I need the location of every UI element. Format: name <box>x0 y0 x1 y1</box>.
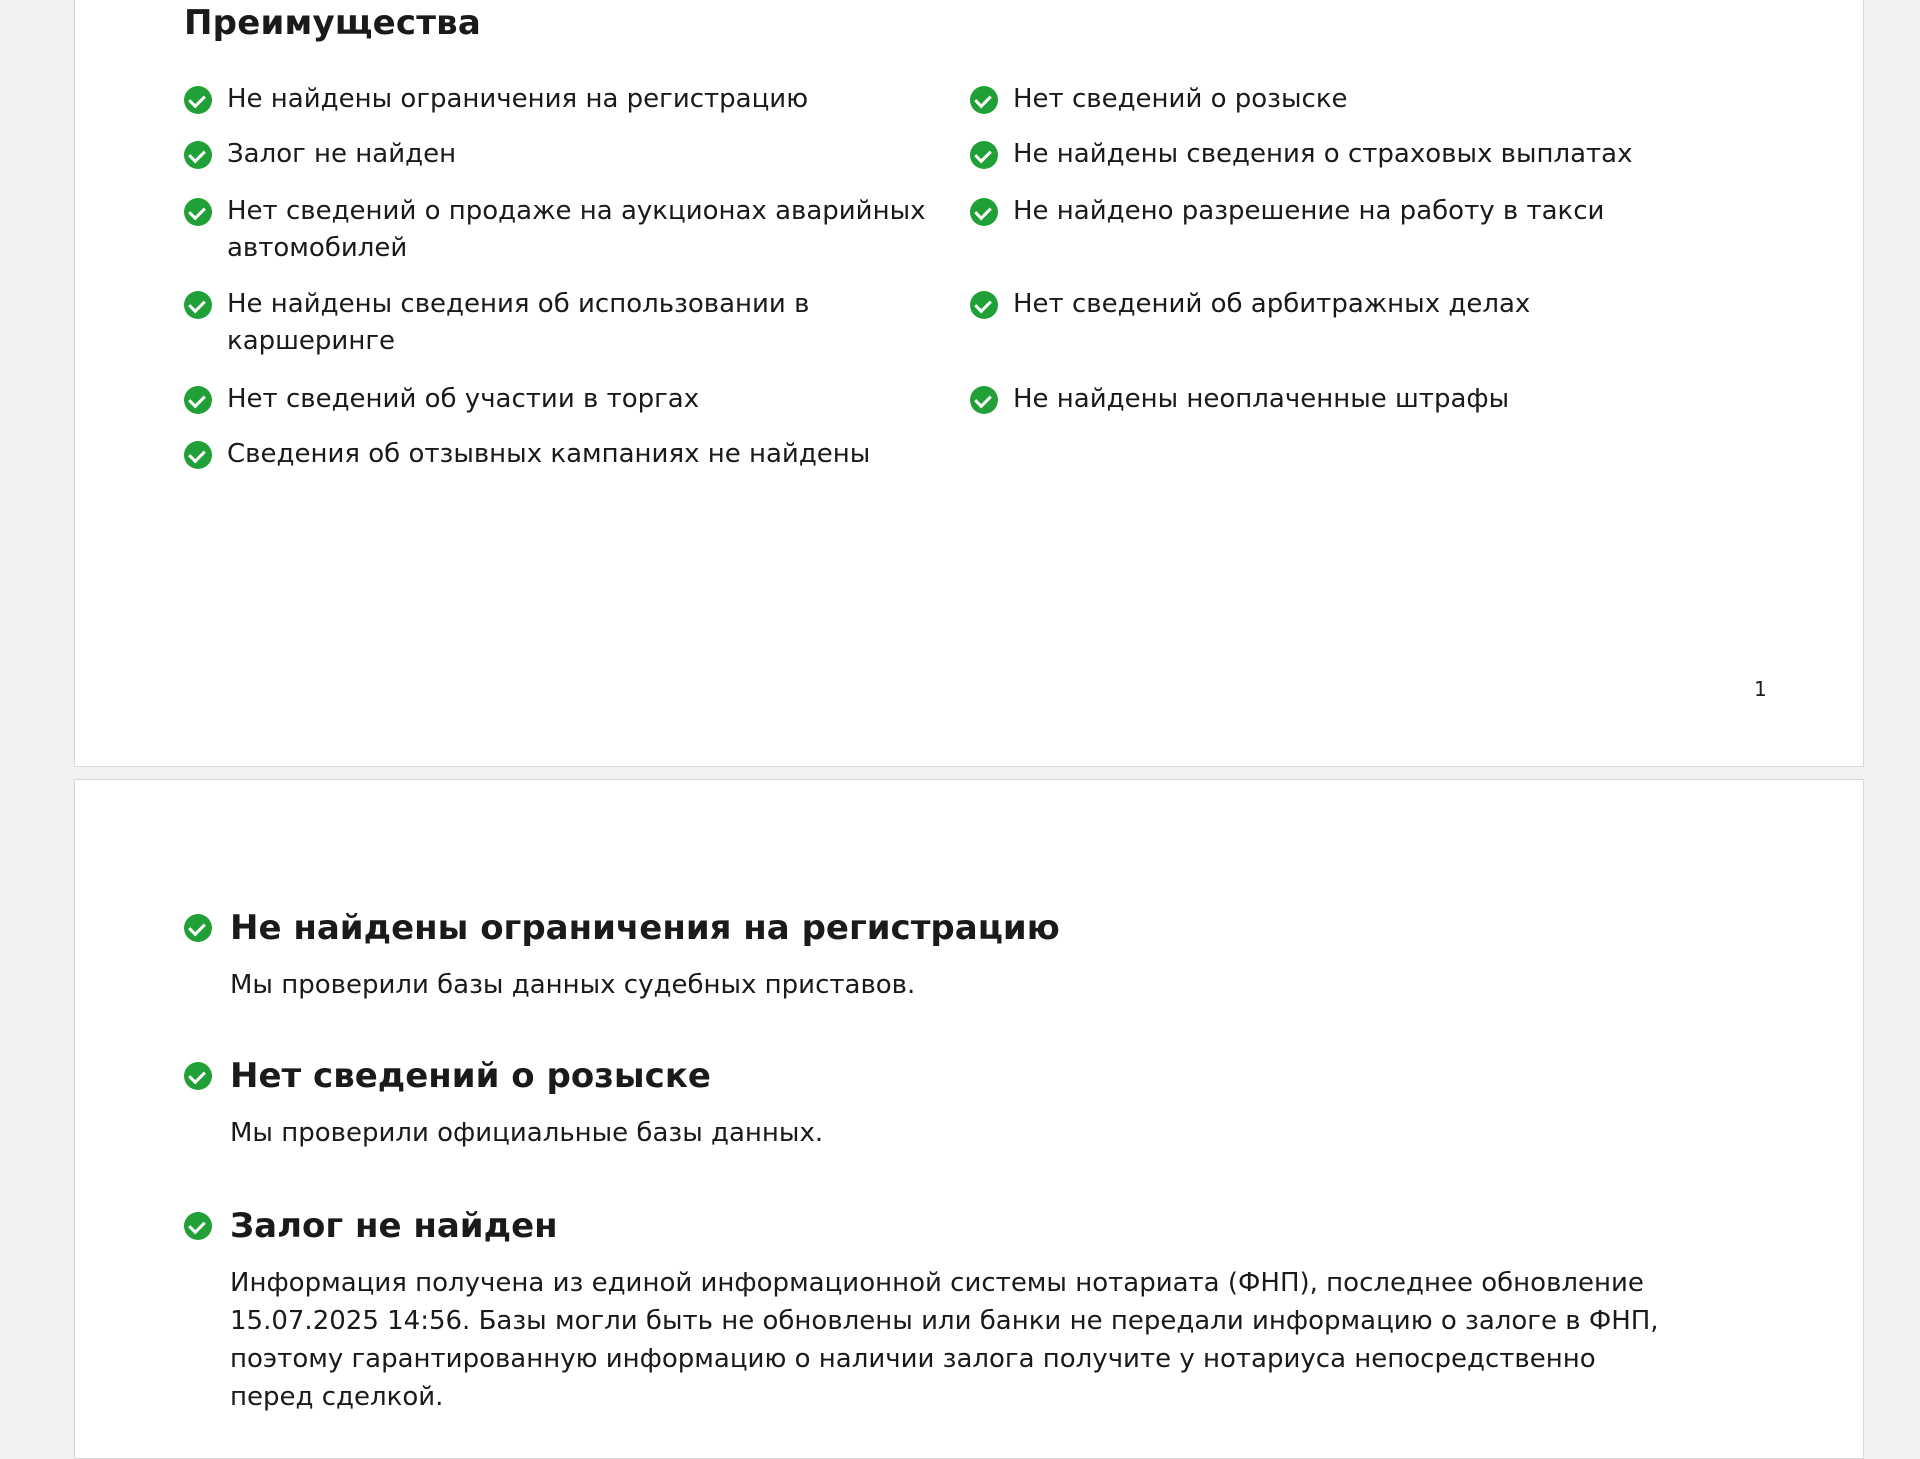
advantage-item <box>184 136 944 173</box>
advantage-item <box>184 286 824 360</box>
report-page-1 <box>74 0 1864 767</box>
check-circle-icon <box>970 386 998 414</box>
advantage-label: Не найдены неоплаченные штрафы <box>1013 384 1510 414</box>
advantage-label: Нет сведений о розыске <box>1013 84 1348 114</box>
check-circle-icon <box>970 141 998 169</box>
check-circle-icon <box>184 1212 212 1240</box>
detail-description: Мы проверили официальные базы данных. <box>230 1118 824 1148</box>
check-circle-icon <box>184 441 212 469</box>
advantage-label: Не найдены сведения о страховых выплатах <box>1013 139 1633 169</box>
advantage-item <box>970 286 1730 323</box>
check-circle-icon <box>184 291 212 319</box>
advantage-item <box>184 381 944 418</box>
advantage-label: Не найдены ограничения на регистрацию <box>227 84 809 114</box>
detail-section <box>184 906 1744 1004</box>
advantage-label: Залог не найден <box>227 139 457 169</box>
advantage-item <box>970 381 1730 418</box>
check-circle-icon <box>970 291 998 319</box>
detail-title: Нет сведений о розыске <box>230 1056 711 1096</box>
advantage-item <box>970 136 1730 173</box>
detail-section <box>184 1204 1744 1416</box>
check-circle-icon <box>184 141 212 169</box>
check-circle-icon <box>184 386 212 414</box>
advantage-label: Нет сведений об арбитражных делах <box>1013 289 1531 319</box>
advantage-label: Не найдено разрешение на работу в такси <box>1013 196 1605 226</box>
page-number: 1 <box>1754 677 1767 701</box>
detail-title: Не найдены ограничения на регистрацию <box>230 908 1060 948</box>
advantages-title: Преимущества <box>184 3 481 43</box>
advantage-item <box>970 81 1730 118</box>
advantage-label: Сведения об отзывных кампаниях не найдены <box>227 439 871 469</box>
detail-section <box>184 1054 1744 1152</box>
check-circle-icon <box>184 86 212 114</box>
detail-header <box>184 1054 1744 1098</box>
advantage-item <box>184 193 944 267</box>
check-circle-icon <box>184 1062 212 1090</box>
detail-header <box>184 906 1744 950</box>
advantage-label: Нет сведений о продаже на аукционах аварийных автомобилей <box>227 196 926 263</box>
check-circle-icon <box>184 914 212 942</box>
advantage-item <box>184 81 944 118</box>
check-circle-icon <box>970 198 998 226</box>
detail-title: Залог не найден <box>230 1206 558 1246</box>
detail-header <box>184 1204 1744 1248</box>
detail-description: Мы проверили базы данных судебных приставов. <box>230 970 916 1000</box>
check-circle-icon <box>970 86 998 114</box>
detail-description: Информация получена из единой информационной системы нотариата (ФНП), последнее обновление 15.07.2025 14:56. Базы могли быть не обновлены или банки не передали информацию о залоге в ФНП, поэтому гарантированную информацию о наличии залога получите у нотариуса непосредственно перед сделкой. <box>230 1268 1659 1412</box>
advantage-item <box>184 436 944 473</box>
check-circle-icon <box>184 198 212 226</box>
report-page-2 <box>74 779 1864 1459</box>
advantage-label: Нет сведений об участии в торгах <box>227 384 700 414</box>
advantage-item <box>970 193 1730 230</box>
advantage-label: Не найдены сведения об использовании в каршеринге <box>227 289 810 356</box>
